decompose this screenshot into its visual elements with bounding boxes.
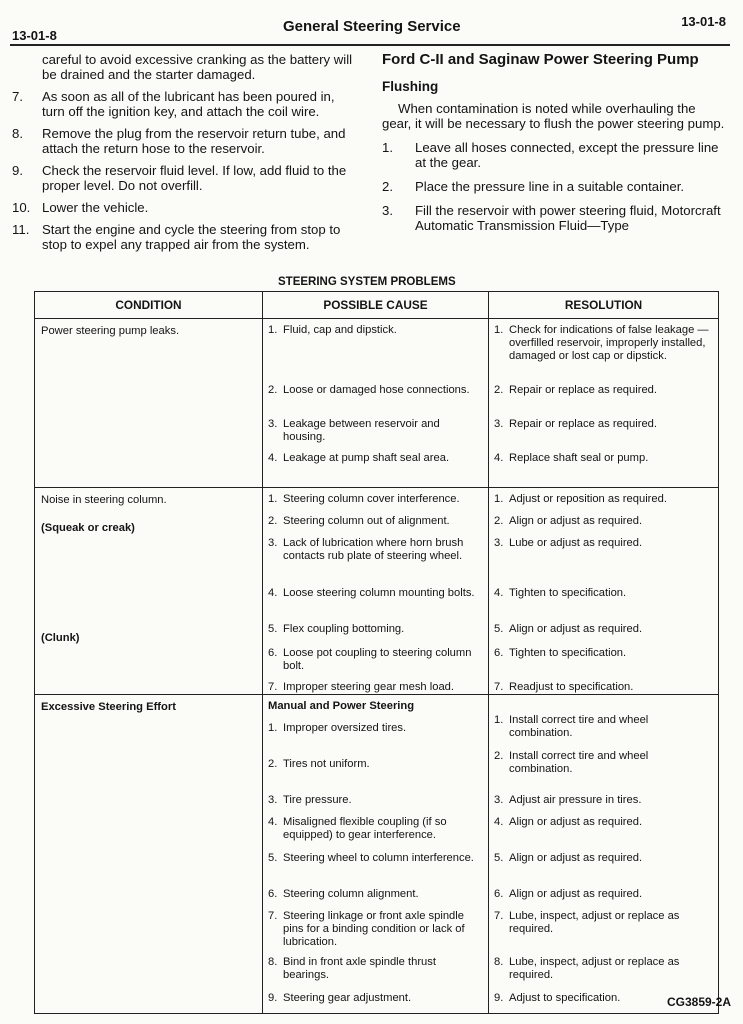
resolution-text: Install correct tire and wheel combination. (509, 750, 649, 775)
condition-text: Noise in steering column. (41, 494, 167, 506)
cause-number: 4. (268, 816, 278, 828)
step-text: Check the reservoir fluid level. If low, add fluid to the proper level. Do not overfill. (42, 163, 347, 193)
resolution-entry (494, 956, 713, 982)
list-item (12, 222, 360, 252)
cause-entry (268, 647, 483, 673)
cause-text: Steering column cover interference. (283, 493, 460, 505)
cause-number: 4. (268, 587, 278, 599)
resolution-entry (494, 452, 713, 465)
continuation-text: careful to avoid excessive cranking as the battery will be drained and the starter damaged. (42, 52, 353, 82)
cause-text: Loose pot coupling to steering column bolt. (283, 647, 472, 672)
cause-number: 1. (268, 493, 278, 505)
cause-text: Steering wheel to column interference. (283, 852, 474, 864)
condition-cell (35, 319, 263, 488)
resolution-cell (489, 488, 719, 695)
table-title: STEERING SYSTEM PROBLEMS (278, 276, 456, 288)
resolution-number: 2. (494, 515, 504, 527)
cause-entry (268, 515, 483, 528)
cause-entry (268, 623, 483, 636)
cause-entry (268, 852, 483, 865)
page-title: General Steering Service (283, 18, 461, 35)
cause-number: 2. (268, 515, 278, 527)
resolution-number: 9. (494, 992, 504, 1004)
column-header-resolution: RESOLUTION (489, 292, 719, 319)
list-item (382, 203, 728, 233)
table-row (35, 319, 719, 488)
resolution-entry (494, 587, 713, 600)
resolution-text: Check for indications of false leakage — overfilled reservoir, improperly installed, damaged or lost cap or dipstick. (509, 324, 709, 362)
resolution-number: 6. (494, 888, 504, 900)
condition-cell (35, 695, 263, 1014)
cause-number: 5. (268, 852, 278, 864)
cause-number: 8. (268, 956, 278, 968)
cause-number: 1. (268, 324, 278, 336)
cause-text: Leakage between reservoir and housing. (283, 418, 440, 443)
cause-entry (268, 681, 483, 694)
cause-text: Steering column alignment. (283, 888, 419, 900)
subcondition-label: (Squeak or creak) (41, 522, 135, 534)
step-text: Leave all hoses connected, except the pressure line at the gear. (415, 140, 719, 170)
cause-text: Tire pressure. (283, 794, 352, 806)
cause-entry (268, 794, 483, 807)
resolution-cell (489, 319, 719, 488)
step-number: 8. (12, 126, 23, 141)
section-subheading: Flushing (382, 79, 439, 94)
step-text: As soon as all of the lubricant has been poured in, turn off the ignition key, and attach the coil wire. (42, 89, 335, 119)
resolution-number: 7. (494, 910, 504, 922)
resolution-number: 7. (494, 681, 504, 693)
table-body (35, 319, 719, 1014)
step-number: 7. (12, 89, 23, 104)
cause-text: Improper steering gear mesh load. (283, 681, 455, 693)
table-row (35, 695, 719, 1014)
cause-entry (268, 537, 483, 563)
resolution-entry (494, 493, 713, 506)
step-number: 10. (12, 200, 31, 215)
cause-number: 3. (268, 418, 278, 430)
cause-text: Lack of lubrication where horn brush contacts rub plate of steering wheel. (283, 537, 464, 562)
step-text: Lower the vehicle. (42, 200, 149, 215)
cause-entry (268, 722, 483, 735)
step-text: Start the engine and cycle the steering from stop to stop to expel any trapped air from the system. (42, 222, 341, 252)
step-text: Remove the plug from the reservoir return tube, and attach the return hose to the reservoir. (42, 126, 346, 156)
resolution-number: 2. (494, 384, 504, 396)
resolution-text: Adjust to specification. (509, 992, 621, 1004)
cause-number: 5. (268, 623, 278, 635)
resolution-entry (494, 681, 713, 694)
resolution-entry (494, 910, 713, 936)
column-header-cause: POSSIBLE CAUSE (263, 292, 489, 319)
resolution-number: 3. (494, 537, 504, 549)
resolution-entry (494, 623, 713, 636)
list-item (12, 126, 360, 156)
resolution-entry (494, 515, 713, 528)
section-heading: Ford C-II and Saginaw Power Steering Pump (382, 51, 699, 68)
cause-cell (263, 695, 489, 1014)
step-number: 11. (12, 222, 30, 237)
cause-number: 7. (268, 910, 278, 922)
list-item (382, 179, 728, 194)
list-item (382, 140, 728, 170)
cause-number: 6. (268, 647, 278, 659)
cause-number: 2. (268, 384, 278, 396)
cause-text: Steering linkage or front axle spindle pins for a binding condition or lack of lubrication. (283, 910, 465, 948)
cause-text: Bind in front axle spindle thrust bearings. (283, 956, 436, 981)
resolution-text: Align or adjust as required. (509, 816, 643, 828)
cause-number: 6. (268, 888, 278, 900)
resolution-number: 8. (494, 956, 504, 968)
cause-text: Misaligned flexible coupling (if so equipped) to gear interference. (283, 816, 447, 841)
resolution-text: Replace shaft seal or pump. (509, 452, 649, 464)
step-text: Place the pressure line in a suitable container. (415, 179, 685, 194)
resolution-entry (494, 714, 713, 740)
cause-entry (268, 816, 483, 842)
cause-number: 3. (268, 537, 278, 549)
resolution-number: 5. (494, 623, 504, 635)
cause-text: Leakage at pump shaft seal area. (283, 452, 450, 464)
resolution-text: Install correct tire and wheel combination. (509, 714, 649, 739)
step-number: 3. (382, 203, 393, 218)
resolution-text: Readjust to specification. (509, 681, 634, 693)
cause-entry (268, 992, 483, 1005)
resolution-text: Align or adjust as required. (509, 623, 643, 635)
resolution-text: Adjust air pressure in tires. (509, 794, 642, 806)
resolution-text: Align or adjust as required. (509, 888, 643, 900)
resolution-entry (494, 647, 713, 660)
body-paragraph: When contamination is noted while overhauling the gear, it will be necessary to flush the power steering pump. (382, 101, 725, 131)
list-item (12, 163, 360, 193)
resolution-cell (489, 695, 719, 1014)
table-row (35, 488, 719, 695)
page-number-left: 13-01-8 (12, 28, 57, 43)
resolution-number: 4. (494, 587, 504, 599)
subcondition-label: (Clunk) (41, 632, 80, 644)
condition-text: Excessive Steering Effort (41, 701, 176, 713)
resolution-text: Lube, inspect, adjust or replace as required. (509, 910, 680, 935)
cause-text: Tires not uniform. (283, 758, 370, 770)
left-column (12, 52, 360, 259)
cause-text: Fluid, cap and dipstick. (283, 324, 397, 336)
resolution-number: 1. (494, 714, 504, 726)
condition-text: Power steering pump leaks. (41, 325, 180, 337)
cause-number: 9. (268, 992, 278, 1004)
cause-entry (268, 324, 483, 337)
right-column (382, 52, 728, 242)
column-header-condition: CONDITION (35, 292, 263, 319)
resolution-number: 2. (494, 750, 504, 762)
cause-number: 7. (268, 681, 278, 693)
steering-problems-table (34, 291, 719, 1014)
cause-text: Loose steering column mounting bolts. (283, 587, 475, 599)
step-number: 2. (382, 179, 393, 194)
resolution-text: Align or adjust as required. (509, 515, 643, 527)
resolution-number: 4. (494, 452, 504, 464)
page-header (10, 14, 730, 46)
cause-number: 2. (268, 758, 278, 770)
resolution-entry (494, 852, 713, 865)
resolution-text: Lube, inspect, adjust or replace as required. (509, 956, 680, 981)
cause-text: Steering column out of alignment. (283, 515, 450, 527)
resolution-text: Repair or replace as required. (509, 384, 657, 396)
resolution-entry (494, 384, 713, 397)
resolution-text: Tighten to specification. (509, 587, 627, 599)
list-item (12, 200, 360, 215)
resolution-entry (494, 794, 713, 807)
cause-entry (268, 956, 483, 982)
cause-entry (268, 587, 483, 600)
step-text: Fill the reservoir with power steering fluid, Motorcraft Automatic Transmission Fluid—Type (415, 203, 721, 233)
right-step-list (382, 140, 728, 233)
cause-text: Steering gear adjustment. (283, 992, 412, 1004)
cause-entry (268, 493, 483, 506)
cause-entry (268, 758, 483, 771)
resolution-entry (494, 418, 713, 431)
step-number: 9. (12, 163, 23, 178)
resolution-number: 4. (494, 816, 504, 828)
list-item (12, 89, 360, 119)
cause-entry (268, 452, 483, 465)
resolution-entry (494, 537, 713, 550)
resolution-number: 5. (494, 852, 504, 864)
resolution-number: 3. (494, 418, 504, 430)
cause-number: 4. (268, 452, 278, 464)
resolution-text: Adjust or reposition as required. (509, 493, 667, 505)
resolution-number: 1. (494, 493, 504, 505)
cause-subheading: Manual and Power Steering (268, 700, 415, 712)
step-number: 1. (382, 140, 393, 155)
resolution-text: Align or adjust as required. (509, 852, 643, 864)
cause-number: 1. (268, 722, 278, 734)
resolution-number: 3. (494, 794, 504, 806)
left-step-list (12, 89, 360, 252)
resolution-entry (494, 888, 713, 901)
cause-entry (268, 418, 483, 444)
cause-text: Flex coupling bottoming. (283, 623, 405, 635)
cause-cell (263, 319, 489, 488)
cause-entry (268, 888, 483, 901)
table-header-row (35, 292, 719, 319)
page-number-right: 13-01-8 (681, 14, 726, 29)
cause-entry (268, 910, 483, 949)
resolution-text: Tighten to specification. (509, 647, 627, 659)
resolution-entry (494, 324, 713, 363)
cause-text: Loose or damaged hose connections. (283, 384, 470, 396)
resolution-entry (494, 816, 713, 829)
figure-code: CG3859-2A (666, 995, 731, 1009)
resolution-number: 6. (494, 647, 504, 659)
cause-entry (268, 384, 483, 397)
resolution-number: 1. (494, 324, 504, 336)
condition-cell (35, 488, 263, 695)
resolution-entry (494, 750, 713, 776)
cause-cell (263, 488, 489, 695)
resolution-text: Repair or replace as required. (509, 418, 657, 430)
cause-number: 3. (268, 794, 278, 806)
cause-text: Improper oversized tires. (283, 722, 407, 734)
resolution-text: Lube or adjust as required. (509, 537, 643, 549)
